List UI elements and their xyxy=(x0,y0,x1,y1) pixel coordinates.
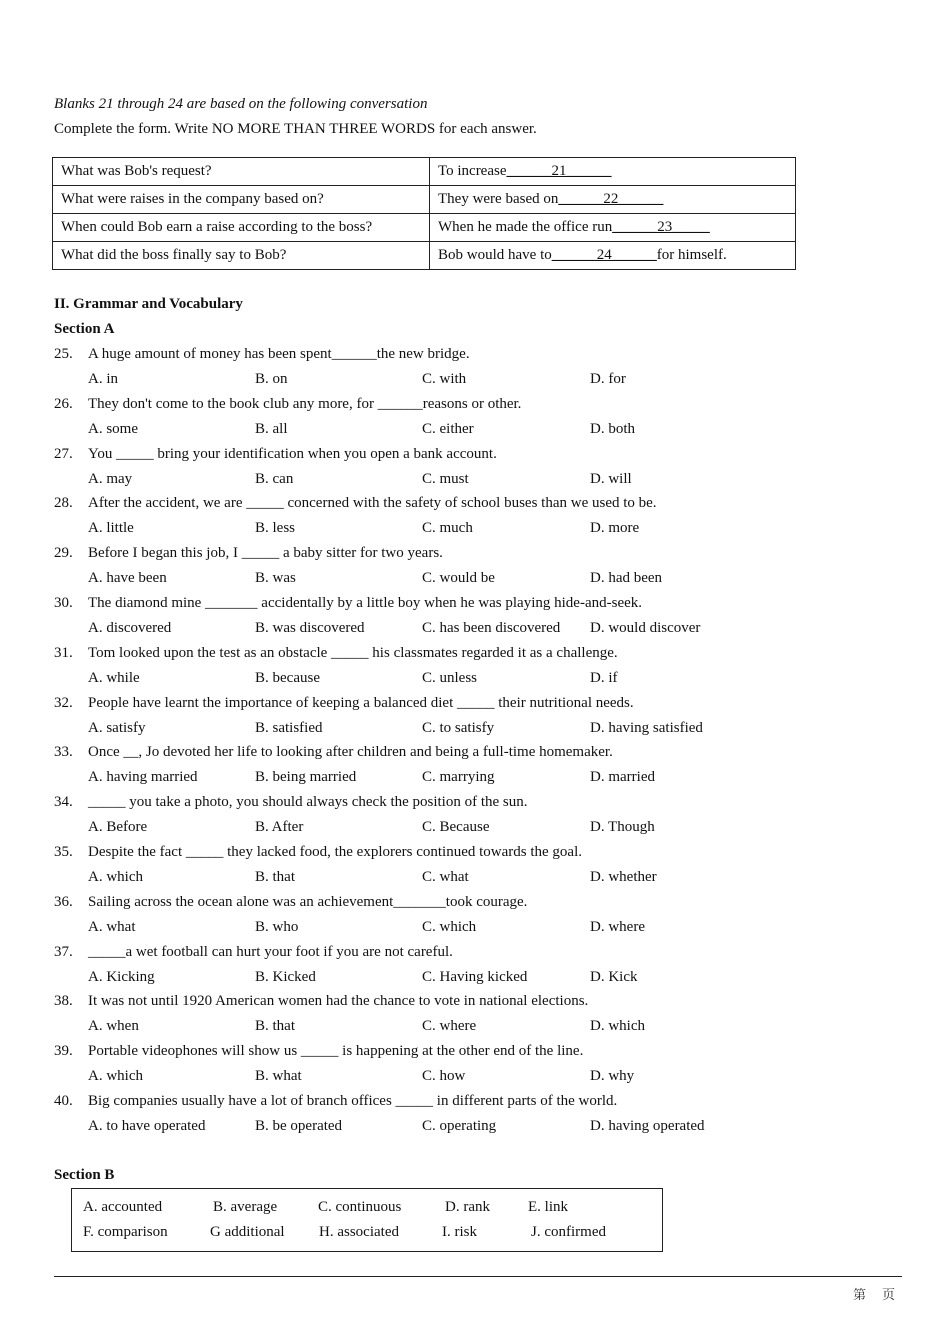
word-bank-option[interactable]: G additional xyxy=(210,1224,285,1240)
form-row xyxy=(53,158,796,186)
answer-option[interactable]: B. be operated xyxy=(255,1118,343,1134)
question-number: 31. xyxy=(54,644,73,661)
form-question-cell: What was Bob's request? xyxy=(53,158,430,186)
form-question-cell: What did the boss finally say to Bob? xyxy=(53,242,430,270)
answer-option[interactable]: C. unless xyxy=(422,669,478,686)
question-number: 28. xyxy=(54,495,73,512)
question-text: People have learnt the importance of keeping a balanced diet _____ their nutritional needs. xyxy=(88,694,634,711)
question-text: Despite the fact _____ they lacked food, the explorers continued towards the goal. xyxy=(88,844,583,860)
answer-option[interactable]: C. has been discovered xyxy=(422,620,561,636)
question-text: Big companies usually have a lot of branch offices _____ in different parts of the world. xyxy=(88,1093,618,1109)
question-text: _____ you take a photo, you should always check the position of the sun. xyxy=(88,794,528,811)
answer-option[interactable]: B. can xyxy=(255,470,294,487)
question-text: The diamond mine _______ accidentally by a little boy when he was playing hide-and-seek. xyxy=(88,595,643,611)
answer-option[interactable]: A. while xyxy=(88,669,140,686)
question-text: Before I began this job, I _____ a baby sitter for two years. xyxy=(88,545,443,562)
answer-option[interactable]: B. less xyxy=(255,520,296,537)
answer-option[interactable]: D. Kick xyxy=(590,968,638,985)
answer-option[interactable]: C. would be xyxy=(422,570,495,587)
answer-blank[interactable]: ______21______ xyxy=(506,163,612,179)
word-bank-option[interactable]: H. associated xyxy=(319,1224,399,1240)
footer-char-ye: 页 xyxy=(882,1288,896,1303)
question-number: 25. xyxy=(54,346,73,362)
answer-option[interactable]: C. where xyxy=(422,1018,477,1035)
answer-option[interactable]: D. having satisfied xyxy=(590,719,703,736)
footer-rule xyxy=(54,1276,902,1277)
answer-option[interactable]: C. marrying xyxy=(422,769,495,786)
answer-option[interactable]: B. what xyxy=(255,1068,302,1085)
form-instruction: Complete the form. Write NO MORE THAN THREE WORDS for each answer. xyxy=(54,121,537,137)
question-number: 30. xyxy=(54,595,73,611)
answer-option[interactable]: A. may xyxy=(88,470,133,487)
answer-option[interactable]: C. Because xyxy=(422,819,490,836)
question-number: 29. xyxy=(54,545,73,562)
question-text: Sailing across the ocean alone was an achievement_______took courage. xyxy=(88,893,528,910)
question-number: 33. xyxy=(54,744,73,761)
word-bank-option[interactable]: J. confirmed xyxy=(531,1224,606,1240)
section-b-title: Section B xyxy=(54,1167,115,1183)
answer-prefix: When he made the office run xyxy=(438,219,613,235)
answer-blank[interactable]: ______24______ xyxy=(551,247,657,263)
answer-option[interactable]: A. have been xyxy=(88,570,167,587)
word-bank-option[interactable]: D. rank xyxy=(445,1199,490,1215)
answer-option[interactable]: A. little xyxy=(88,520,134,537)
question-number: 26. xyxy=(54,395,73,412)
answer-option[interactable]: D. had been xyxy=(590,570,663,587)
answer-option[interactable]: C. either xyxy=(422,420,474,437)
footer-char-di: 第 xyxy=(853,1288,867,1303)
answer-option[interactable]: C. Having kicked xyxy=(422,968,528,985)
answer-option[interactable]: D. for xyxy=(590,371,626,387)
answer-option[interactable]: A. in xyxy=(88,371,118,387)
answer-option[interactable]: B. that xyxy=(255,869,295,885)
word-bank-box xyxy=(71,1188,663,1252)
answer-option[interactable]: B. was discovered xyxy=(255,620,365,636)
answer-option[interactable]: D. Though xyxy=(590,819,655,836)
answer-option[interactable]: B. on xyxy=(255,371,288,387)
form-answer-cell xyxy=(430,214,796,242)
answer-prefix: To increase xyxy=(438,163,507,179)
form-answer-cell xyxy=(430,242,796,270)
answer-option[interactable]: B. Kicked xyxy=(255,968,316,985)
question-number: 34. xyxy=(54,794,73,811)
answer-option[interactable]: A. having married xyxy=(88,769,198,786)
answer-option[interactable]: C. which xyxy=(422,918,477,935)
answer-option[interactable]: D. both xyxy=(590,420,635,437)
answer-option[interactable]: B. because xyxy=(255,669,320,686)
word-bank-option[interactable]: A. accounted xyxy=(83,1199,163,1215)
answer-option[interactable]: D. would discover xyxy=(590,620,701,636)
section-a-title: Section A xyxy=(54,321,115,337)
question-text: They don't come to the book club any more, for ______reasons or other. xyxy=(88,395,522,412)
answer-option[interactable]: A. some xyxy=(88,420,138,437)
question-number: 36. xyxy=(54,893,73,910)
form-row xyxy=(53,186,796,214)
answer-option[interactable]: D. married xyxy=(590,769,655,786)
answer-option[interactable]: B. satisfied xyxy=(255,719,323,736)
answer-option[interactable]: A. discovered xyxy=(88,620,172,636)
answer-option[interactable]: B. all xyxy=(255,420,288,437)
question-number: 32. xyxy=(54,694,73,711)
answer-option[interactable]: C. how xyxy=(422,1068,466,1085)
section-ii-title: II. Grammar and Vocabulary xyxy=(54,296,243,312)
answer-option[interactable]: D. having operated xyxy=(590,1118,705,1134)
question-number: 37. xyxy=(54,943,73,960)
answer-prefix: Bob would have to xyxy=(438,247,552,263)
question-text: _____a wet football can hurt your foot if you are not careful. xyxy=(88,943,453,960)
answer-option[interactable]: D. which xyxy=(590,1018,645,1035)
question-number: 40. xyxy=(54,1093,73,1109)
question-text: Tom looked upon the test as an obstacle _____ his classmates regarded it as a challenge. xyxy=(88,644,618,661)
word-bank-option[interactable]: C. continuous xyxy=(318,1199,402,1215)
answer-option[interactable]: A. satisfy xyxy=(88,719,146,736)
answer-option[interactable]: C. with xyxy=(422,371,467,387)
answer-option[interactable]: C. what xyxy=(422,869,469,885)
word-bank-option[interactable]: I. risk xyxy=(442,1224,477,1240)
word-bank-option[interactable]: F. comparison xyxy=(83,1224,168,1240)
answer-form-table xyxy=(52,157,796,270)
question-number: 27. xyxy=(54,445,73,462)
form-question-cell: What were raises in the company based on? xyxy=(53,186,430,214)
answer-option[interactable]: A. which xyxy=(88,869,143,885)
word-bank-option[interactable]: B. average xyxy=(213,1199,278,1215)
form-row xyxy=(53,214,796,242)
answer-blank[interactable]: ______22______ xyxy=(558,191,664,207)
answer-option[interactable]: C. operating xyxy=(422,1118,497,1134)
answer-option[interactable]: D. if xyxy=(590,669,618,686)
answer-option[interactable]: B. being married xyxy=(255,769,357,786)
answer-option[interactable]: D. more xyxy=(590,520,640,537)
answer-option[interactable]: D. will xyxy=(590,470,632,487)
answer-option[interactable]: A. which xyxy=(88,1068,143,1085)
form-question-cell: When could Bob earn a raise according to the boss? xyxy=(53,214,430,242)
answer-option[interactable]: A. Kicking xyxy=(88,968,155,985)
answer-option[interactable]: B. who xyxy=(255,918,299,935)
answer-blank[interactable]: ______23_____ xyxy=(612,219,710,235)
question-text: Portable videophones will show us _____ is happening at the other end of the line. xyxy=(88,1043,584,1060)
question-text: A huge amount of money has been spent______the new bridge. xyxy=(88,346,470,362)
answer-suffix: for himself. xyxy=(656,247,727,263)
answer-option[interactable]: D. where xyxy=(590,918,645,935)
question-number: 38. xyxy=(54,993,73,1010)
question-number: 39. xyxy=(54,1043,73,1060)
conversation-note: Blanks 21 through 24 are based on the following conversation xyxy=(54,96,428,112)
answer-option[interactable]: D. whether xyxy=(590,869,657,885)
answer-option[interactable]: C. must xyxy=(422,470,469,487)
answer-option[interactable]: B. After xyxy=(255,819,304,836)
question-text: After the accident, we are _____ concerned with the safety of school buses than we used to be. xyxy=(88,495,657,512)
question-text: It was not until 1920 American women had the chance to vote in national elections. xyxy=(88,993,589,1010)
answer-option[interactable]: A. what xyxy=(88,918,136,935)
word-bank-option[interactable]: E. link xyxy=(528,1199,568,1215)
question-number: 35. xyxy=(54,844,73,860)
answer-option[interactable]: B. that xyxy=(255,1018,295,1035)
answer-option[interactable]: C. to satisfy xyxy=(422,719,495,736)
question-text: Once __, Jo devoted her life to looking after children and being a full-time homemaker. xyxy=(88,744,613,761)
answer-prefix: They were based on xyxy=(438,191,559,207)
answer-option[interactable]: A. to have operated xyxy=(88,1118,206,1134)
answer-option[interactable]: C. much xyxy=(422,520,473,537)
form-answer-cell xyxy=(430,186,796,214)
answer-option[interactable]: A. when xyxy=(88,1018,139,1035)
answer-option[interactable]: D. why xyxy=(590,1068,635,1085)
form-row xyxy=(53,242,796,270)
question-text: You _____ bring your identification when you open a bank account. xyxy=(88,445,497,462)
answer-option[interactable]: B. was xyxy=(255,570,296,587)
answer-option[interactable]: A. Before xyxy=(88,819,148,836)
form-answer-cell xyxy=(430,158,796,186)
